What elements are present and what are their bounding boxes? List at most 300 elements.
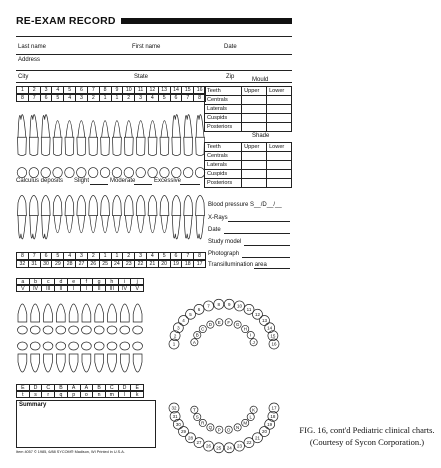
primary-lower-tooth-label: R [201,420,205,426]
tooth-occlusal [136,168,145,178]
tooth-crown [136,137,145,155]
quadrant-number: 8 [17,95,29,101]
tooth-number: 28 [64,261,76,267]
primary-tooth-upper [56,304,65,322]
calculus-moderate: Moderate [110,178,136,184]
summary-box[interactable] [16,400,156,448]
tooth-crown [160,195,169,215]
quadrant-number: 3 [135,95,147,101]
tooth-number: 5 [64,87,76,93]
date-label: Date [224,44,237,50]
caption-line-1: FIG. 16, cont'd Pediatric clinical charts. [299,425,435,435]
primary-upper-tooth-label: B [195,332,199,338]
state-label: State [134,74,149,80]
side-date-label: Date [208,227,221,233]
permanent-lower-tooth-label: 19 [267,421,273,427]
tooth [148,195,157,232]
tooth [65,121,74,178]
shade-cell[interactable] [267,170,292,179]
tooth-root [90,121,97,138]
mould-cell[interactable] [267,96,292,105]
primary-tooth-occlusal [18,326,28,334]
permanent-lower-tooth-label: 30 [175,421,181,427]
primary-upper-tooth-label: H [243,326,247,332]
tooth-occlusal [29,168,38,178]
primary-tooth-occlusal [30,326,40,334]
tooth-number: 26 [88,261,100,267]
tooth-number: 2 [29,87,41,93]
primary-letter: E [17,385,30,390]
form-footnote: Item 4057 © 1985, 6/88 SYCOM® Madison, WI Printed in U.S.A. [16,450,125,454]
mould-header-upper: Upper [242,87,267,96]
lower-teeth-diagram [16,188,206,252]
tooth-number: 11 [135,87,147,93]
lower-quadrant-numbers [16,252,206,260]
permanent-lower-tooth-label: 28 [188,435,194,441]
upper-teeth-diagram [16,102,206,186]
upper-tooth-numbers [16,86,206,94]
shade-row-posteriors: Posteriors [205,179,242,188]
primary-upper-tooth-label: E [217,319,221,325]
shade-cell[interactable] [242,170,267,179]
primary-tooth-upper [120,304,129,322]
last-name-label: Last name [18,44,47,50]
primary-upper-tooth-label: F [227,319,231,325]
primary-letter: D [119,385,132,390]
permanent-upper-tooth-label: 5 [189,311,192,317]
primary-tooth-upper [108,304,117,322]
tooth-root [90,216,97,233]
shade-row-centrals: Centrals [205,152,242,161]
title-bar [121,18,292,24]
primary-upper-letters-row [16,384,144,391]
shade-table [204,142,292,188]
permanent-lower-tooth-label: 17 [271,405,277,411]
rule-address [16,70,292,71]
shade-cell[interactable] [267,179,292,188]
primary-lower-tooth-label: K [252,407,256,413]
quadrant-number: 7 [182,95,194,101]
tooth-root [42,115,50,138]
primary-tooth-lower [108,354,117,372]
tooth [124,195,133,232]
tooth-crown [77,137,86,155]
form-title: RE-EXAM RECORD [16,15,116,27]
primary-tooth-occlusal [43,342,53,350]
tooth-root [54,121,61,138]
permanent-lower-tooth-label: 32 [171,405,177,411]
tooth-crown [148,137,157,155]
quadrant-number: 2 [123,95,135,101]
primary-letter: m [106,392,119,397]
tooth-root [184,115,192,138]
tooth-number: 9 [112,87,124,93]
tooth-root [149,121,156,138]
calculus-label: Calculus deposits [16,178,64,184]
primary-roman-row [16,285,144,292]
tooth-number: 21 [147,261,159,267]
shade-header-teeth: Teeth [205,143,242,152]
tooth-crown [184,137,193,155]
tooth-number: 31 [29,261,41,267]
primary-letter: t [17,392,30,397]
tooth-root [172,216,180,239]
quadrant-number: 6 [171,253,183,259]
mould-cell[interactable] [242,96,267,105]
slight-blank[interactable] [90,184,108,185]
tooth [112,121,121,178]
primary-tooth-occlusal [30,342,40,350]
tooth-occlusal [160,168,169,178]
quadrant-number: 6 [41,253,53,259]
permanent-upper-tooth-label: 3 [177,325,180,331]
mould-cell[interactable] [267,105,292,114]
tooth-crown [18,195,27,215]
tooth-root [196,216,204,239]
shade-title: Shade [252,133,270,139]
photograph-blank[interactable] [242,257,290,258]
primary-letter: e [68,279,81,284]
permanent-lower-tooth-label: 24 [226,445,232,451]
primary-tooth-occlusal [69,326,79,334]
dental-arch-diagram [164,296,284,456]
tooth [184,195,193,239]
form-header [16,14,292,28]
tooth-occlusal [41,168,50,178]
permanent-lower-tooth-label: 22 [246,440,252,446]
tooth-number: 29 [52,261,64,267]
tooth [196,195,205,239]
primary-letter: r [42,392,55,397]
mould-row-posteriors: Posteriors [205,123,242,132]
primary-letter: q [55,392,68,397]
permanent-lower-tooth-label: 23 [236,443,242,449]
primary-tooth-occlusal [56,342,66,350]
quadrant-number: 7 [29,95,41,101]
tooth-root [161,216,168,233]
tooth-occlusal [17,168,26,178]
primary-tooth-occlusal [133,342,143,350]
tooth-number: 23 [123,261,135,267]
primary-letter: g [93,279,106,284]
primary-letter: l [119,392,132,397]
primary-tooth-lower [82,354,91,372]
shade-cell[interactable] [242,161,267,170]
primary-letter: i [119,279,132,284]
tooth [77,121,86,178]
tooth-crown [136,195,145,215]
primary-lower-tooth-label: L [249,414,252,420]
primary-letter: h [106,279,119,284]
calculus-slight: Slight [74,178,90,184]
primary-roman: IV [30,286,43,291]
tooth [160,121,169,178]
mould-cell[interactable] [242,114,267,123]
tooth-root [102,121,109,138]
primary-tooth-occlusal [56,326,66,334]
primary-letter: k [135,392,139,398]
primary-tooth-upper [18,304,27,322]
tooth-number: 32 [17,261,29,267]
primary-lower-tooth-label: N [235,424,240,430]
tooth-crown [184,195,193,215]
tooth-root [125,216,132,233]
tooth-occlusal [53,168,62,178]
tooth-number: 8 [100,87,112,93]
shade-cell[interactable] [242,179,267,188]
tooth-crown [172,137,181,155]
permanent-lower-tooth-label: 21 [254,435,260,441]
shade-header-lower: Lower [267,143,292,152]
tooth-root [149,216,156,233]
tooth-crown [29,137,38,155]
quadrant-number: 2 [88,253,100,259]
tooth-crown [124,137,133,155]
quadrant-number: 5 [159,95,171,101]
permanent-lower-tooth-label: 31 [172,413,178,419]
quadrant-number: 4 [64,95,76,101]
primary-tooth-upper [31,304,40,322]
mould-cell[interactable] [242,105,267,114]
shade-cell[interactable] [267,152,292,161]
tooth-number: 24 [112,261,124,267]
quadrant-number: 5 [159,253,171,259]
shade-cell[interactable] [267,161,292,170]
primary-tooth-lower [95,354,104,372]
permanent-lower-tooth-label: 27 [196,440,202,446]
quadrant-number: 8 [17,253,29,259]
permanent-lower-tooth-label: 25 [216,445,222,451]
quadrant-number: 6 [41,95,53,101]
rule-name [16,54,292,55]
primary-tooth-occlusal [94,326,104,334]
primary-letter: C [106,385,119,390]
tooth-occlusal [183,168,192,178]
primary-letter: j [136,279,138,285]
permanent-upper-tooth-label: 15 [270,333,276,339]
primary-letter: o [81,392,94,397]
primary-tooth-lower [69,354,78,372]
mould-cell[interactable] [267,114,292,123]
re-exam-record-form [4,10,294,456]
tooth-root [114,121,121,138]
primary-letter: A [68,385,81,390]
mould-cell[interactable] [267,123,292,132]
primary-tooth-occlusal [94,342,104,350]
shade-header-upper: Upper [242,143,267,152]
tooth [41,195,50,239]
tooth-root [78,216,85,233]
tooth-root [18,216,26,239]
primary-tooth-occlusal [133,326,143,334]
tooth-crown [53,137,62,155]
tooth-crown [172,195,181,215]
primary-letter: c [42,279,55,284]
tooth-root [161,121,168,138]
tooth-root [54,216,61,233]
tooth-number: 10 [123,87,135,93]
primary-lower-tooth-label: T [192,407,196,413]
zip-label: Zip [226,74,235,80]
tooth-crown [89,195,98,215]
primary-tooth-upper [44,304,53,322]
mould-row-centrals: Centrals [205,96,242,105]
tooth [53,195,62,232]
xrays-blank[interactable] [228,221,290,222]
mould-header-lower: Lower [267,87,292,96]
side-date-blank[interactable] [224,233,290,234]
caption-line-2: (Courtesy of Sycon Corporation.) [309,437,425,447]
tooth-crown [148,195,157,215]
tooth-number: 27 [76,261,88,267]
tooth-crown [41,195,50,215]
tooth-occlusal [77,168,86,178]
primary-tooth-occlusal [107,326,117,334]
quadrant-number: 4 [147,95,159,101]
quadrant-number: 2 [123,253,135,259]
permanent-upper-tooth-label: 1 [172,341,176,347]
tooth-number: 25 [100,261,112,267]
mould-cell[interactable] [242,123,267,132]
tooth-crown [124,195,133,215]
primary-tooth-lower [44,354,53,372]
permanent-upper-tooth-label: 2 [173,333,177,339]
tooth [89,195,98,232]
primary-lower-tooth-label: O [226,427,231,433]
primary-letter: p [68,392,81,397]
mould-row-cuspids: Cuspids [205,114,242,123]
quadrant-number: 1 [100,95,112,101]
mould-title: Mould [252,77,269,83]
calculus-excessive: Excessive [154,178,182,184]
tooth-number: 20 [159,261,171,267]
tooth [88,121,97,178]
tooth [29,195,38,239]
tooth-number: 3 [41,87,53,93]
primary-lower-tooth-label: M [243,420,248,426]
primary-letter: d [55,279,68,284]
quadrant-number: 8 [198,95,202,101]
tooth-occlusal [100,168,109,178]
photograph-label: Photograph [208,251,240,257]
mould-table [204,86,292,132]
primary-letter: A [81,385,94,390]
tooth-root [102,216,109,233]
excessive-blank[interactable] [180,184,200,185]
tooth-occlusal [124,168,133,178]
tooth-root [66,121,73,138]
tooth-crown [89,137,98,155]
tooth-number: 22 [135,261,147,267]
tooth-root [114,216,121,233]
primary-upper-tooth-label: D [208,322,213,328]
tooth-crown [65,137,74,155]
primary-letter: B [93,385,106,390]
tooth [113,195,122,232]
first-name-label: First name [132,44,161,50]
tooth [101,195,110,232]
figure-caption [296,424,438,448]
tooth [124,121,133,178]
study-model-label: Study model [208,239,242,245]
permanent-lower-tooth-label: 29 [181,429,187,435]
permanent-upper-tooth-label: 10 [236,303,242,309]
primary-tooth-lower [133,354,142,372]
tooth-number: 6 [76,87,88,93]
quadrant-number: 1 [112,253,124,259]
primary-lower-tooth-label: S [195,414,199,420]
primary-letter: E [135,385,139,391]
tooth-number: 16 [196,87,203,93]
permanent-upper-tooth-label: 11 [246,306,252,312]
tooth [183,115,192,178]
tooth-occlusal [112,168,121,178]
transillumination-blank[interactable] [254,268,290,269]
tooth-number: 17 [196,261,203,267]
quadrant-number: 5 [52,95,64,101]
tooth-root [66,216,73,233]
primary-upper-tooth-label: A [192,339,196,345]
tooth-crown [113,137,122,155]
permanent-upper-tooth-label: 16 [271,341,277,347]
tooth-crown [18,137,27,155]
quadrant-number: 4 [147,253,159,259]
quadrant-number: 1 [112,95,124,101]
tooth [53,121,62,178]
primary-tooth-lower [56,354,65,372]
primary-roman: I [68,286,81,291]
tooth-root [30,115,38,138]
tooth [41,115,50,178]
permanent-upper-tooth-label: 13 [261,318,267,324]
tooth [136,121,145,178]
permanent-upper-tooth-label: 9 [227,301,231,307]
shade-cell[interactable] [242,152,267,161]
tooth-root [78,121,85,138]
primary-upper-tooth-label: I [250,332,252,338]
primary-tooth-occlusal [120,342,130,350]
tooth-root [184,216,192,239]
primary-tooth-occlusal [43,326,53,334]
address-label: Address [18,57,41,63]
tooth [100,121,109,178]
tooth-root [137,216,144,233]
tooth [172,115,181,178]
primary-tooth-upper [133,304,142,322]
primary-tooth-occlusal [82,342,92,350]
transillumination-label: Transillumination area [208,262,267,268]
primary-letter: B [55,385,68,390]
tooth-root [137,121,144,138]
tooth-occlusal [65,168,74,178]
permanent-upper-tooth-label: 8 [217,301,221,307]
tooth-crown [77,195,86,215]
tooth-root [125,121,132,138]
primary-roman: II [93,286,106,291]
rule-top [16,36,292,37]
moderate-blank[interactable] [134,184,152,185]
primary-roman: III [42,286,55,291]
shade-row-laterals: Laterals [205,161,242,170]
quadrant-number: 2 [88,95,100,101]
permanent-upper-tooth-label: 6 [197,306,201,312]
study-model-blank[interactable] [244,245,290,246]
permanent-lower-tooth-label: 18 [270,413,276,419]
primary-roman: V [135,286,139,292]
primary-letter: f [81,279,94,284]
quadrant-number: 7 [29,253,41,259]
primary-letter: s [30,392,43,397]
